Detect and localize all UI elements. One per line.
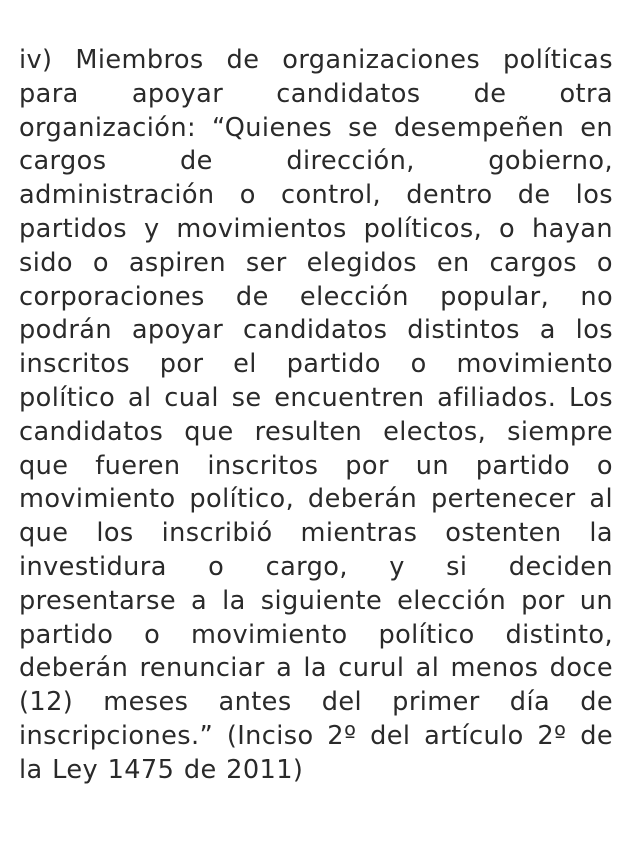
body-paragraph: iv) Miembros de organizaciones políticas para apoyar candidatos de otra organización: “Quienes se desempeñen en cargos de dirección, gobierno, administración o control, dentro de los partidos y movimientos políticos, o hayan sido o aspiren ser elegidos en cargos o corporaciones de elección popular, no podrán apoyar candidatos distintos a los inscritos por el partido o movimiento político al cual se encuentren afiliados. Los candidatos que resulten electos, siempre que fueren inscritos por un partido o movimiento político, deberán pertenecer al que los inscribió mientras ostenten la investidura o cargo, y si deciden presentarse a la siguiente elección por un partido o movimiento político distinto, deberán renunciar a la curul al menos doce (12) meses antes del primer día de inscripciones.” (Inciso 2º del artículo 2º de la Ley 1475 de 2011) bbox=[19, 45, 613, 785]
document-page bbox=[19, 44, 613, 788]
